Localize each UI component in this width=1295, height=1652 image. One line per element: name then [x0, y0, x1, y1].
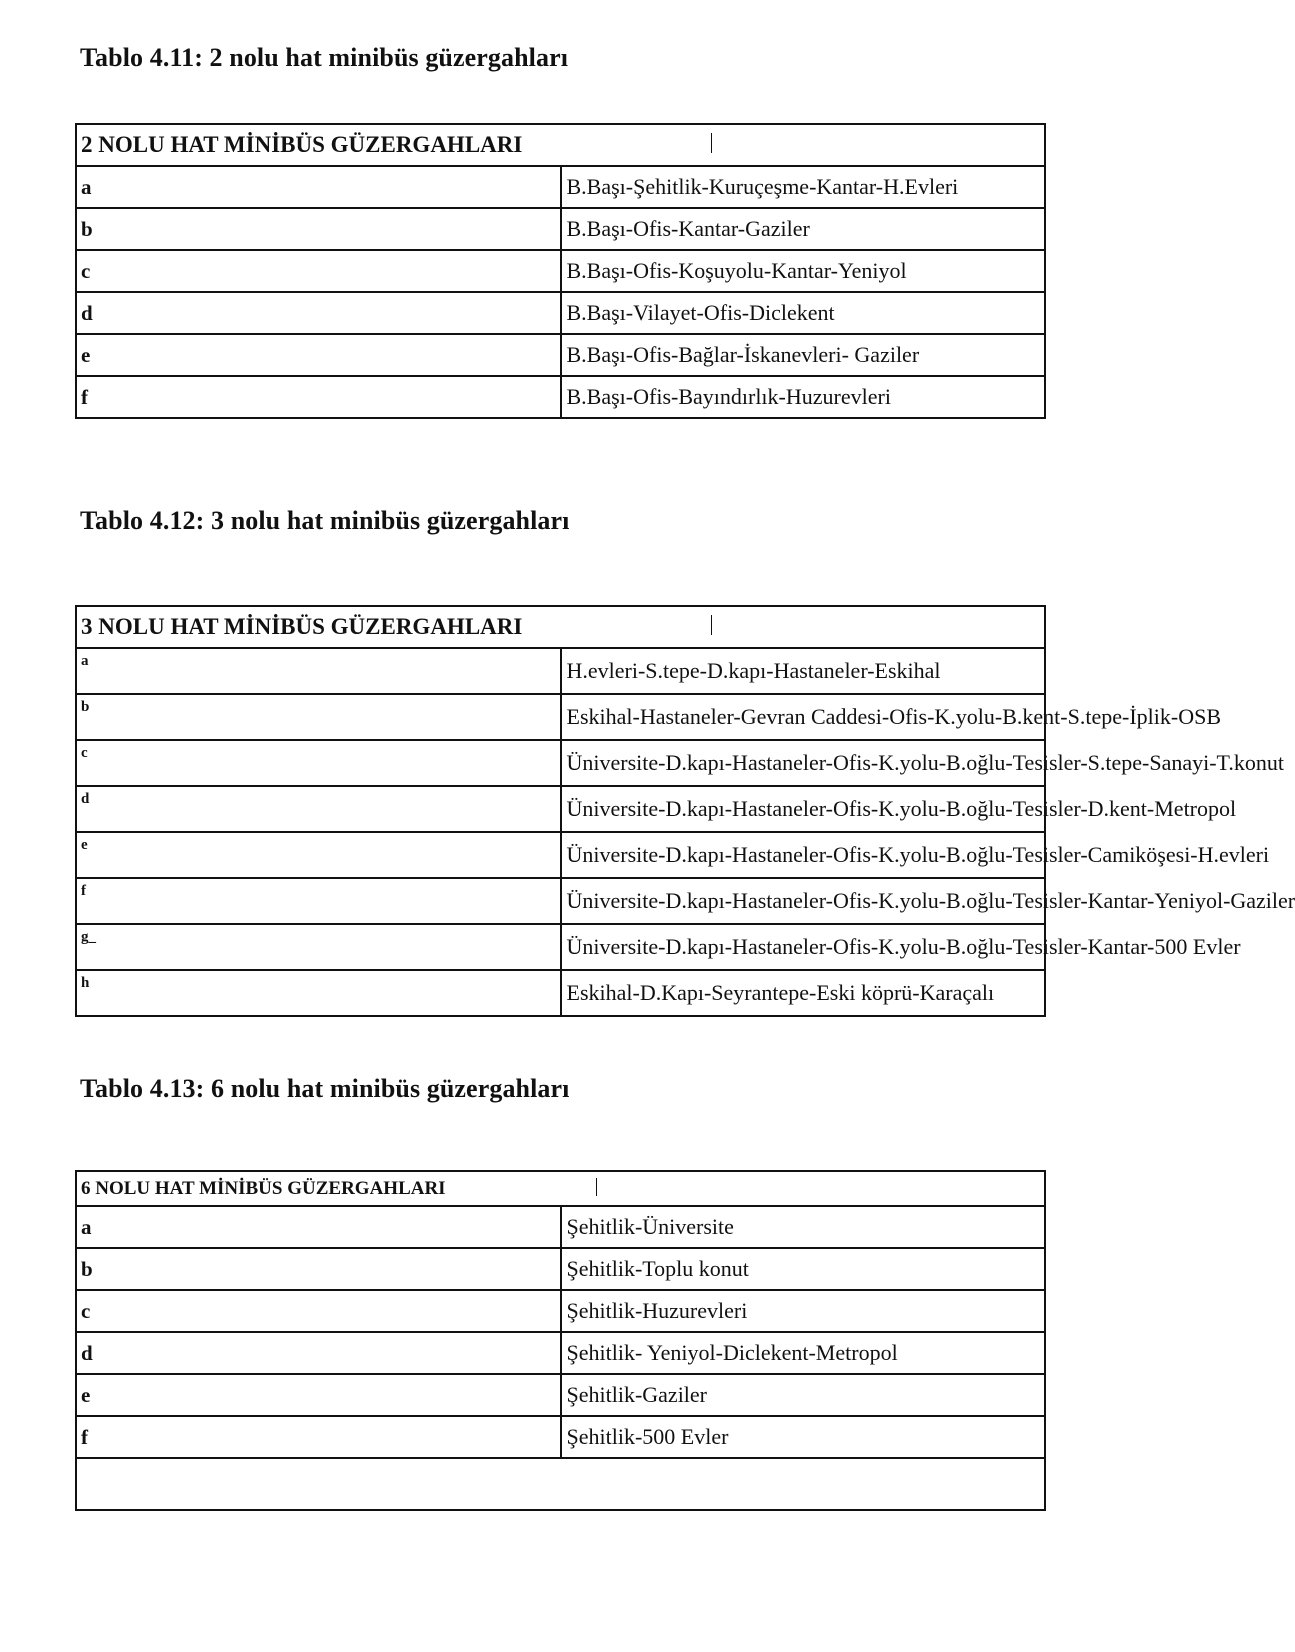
row-letter: b: [76, 208, 561, 250]
route-cell: B.Başı-Şehitlik-Kuruçeşme-Kantar-H.Evleri: [561, 166, 1046, 208]
row-letter: f: [76, 878, 561, 924]
table-empty-row: [76, 1458, 1045, 1510]
route-cell: Şehitlik-500 Evler: [561, 1416, 1046, 1458]
route-cell: Şehitlik-Huzurevleri: [561, 1290, 1046, 1332]
table-header-row: [76, 606, 1045, 648]
route-cell: Şehitlik-Üniversite: [561, 1206, 1046, 1248]
row-letter: g_: [76, 924, 561, 970]
table-row: [76, 1332, 1045, 1374]
row-letter: h: [76, 970, 561, 1016]
table-header-label: 3 NOLU HAT MİNİBÜS GÜZERGAHLARI: [81, 614, 523, 639]
row-letter: e: [76, 1374, 561, 1416]
row-letter: f: [76, 376, 561, 418]
route-cell: Üniversite-D.kapı-Hastaneler-Ofis-K.yolu-B.oğlu-Tesisler-Kantar-Yeniyol-Gaziler: [561, 878, 1046, 924]
caption-table-4-12: Tablo 4.12: 3 nolu hat minibüs güzergahları: [80, 506, 570, 535]
route-cell: Üniversite-D.kapı-Hastaneler-Ofis-K.yolu-B.oğlu-Tesisler-Kantar-500 Evler: [561, 924, 1046, 970]
route-cell: Şehitlik-Toplu konut: [561, 1248, 1046, 1290]
route-cell: B.Başı-Ofis-Bayındırlık-Huzurevleri: [561, 376, 1046, 418]
table-header: [76, 124, 1045, 166]
table-row: [76, 292, 1045, 334]
row-letter: c: [76, 740, 561, 786]
row-letter: c: [76, 1290, 561, 1332]
row-letter: f: [76, 1416, 561, 1458]
table-row: [76, 166, 1045, 208]
row-letter: d: [76, 786, 561, 832]
table-row: [76, 1416, 1045, 1458]
row-letter: a: [76, 648, 561, 694]
table-row: [76, 924, 1045, 970]
row-letter: c: [76, 250, 561, 292]
table-4-11: [75, 123, 1046, 419]
row-letter: d: [76, 292, 561, 334]
table-row: [76, 740, 1045, 786]
table-row: [76, 334, 1045, 376]
route-cell: Eskihal-D.Kapı-Seyrantepe-Eski köprü-Karaçalı: [561, 970, 1046, 1016]
table-header-label: 2 NOLU HAT MİNİBÜS GÜZERGAHLARI: [81, 132, 523, 157]
row-letter: e: [76, 334, 561, 376]
caption-table-4-11: Tablo 4.11: 2 nolu hat minibüs güzergahları: [80, 43, 569, 72]
route-cell: Eskihal-Hastaneler-Gevran Caddesi-Ofis-K.yolu-B.kent-S.tepe-İplik-OSB: [561, 694, 1046, 740]
route-cell: B.Başı-Vilayet-Ofis-Diclekent: [561, 292, 1046, 334]
cursor-mark: [711, 133, 712, 153]
table-row: [76, 832, 1045, 878]
route-cell: Üniversite-D.kapı-Hastaneler-Ofis-K.yolu-B.oğlu-Tesisler-S.tepe-Sanayi-T.konut: [561, 740, 1046, 786]
row-letter: d: [76, 1332, 561, 1374]
table-row: [76, 648, 1045, 694]
table-row: [76, 970, 1045, 1016]
table-row: [76, 878, 1045, 924]
row-letter: b: [76, 1248, 561, 1290]
route-cell: Üniversite-D.kapı-Hastaneler-Ofis-K.yolu-B.oğlu-Tesisler-D.kent-Metropol: [561, 786, 1046, 832]
table-row: [76, 1248, 1045, 1290]
route-cell: B.Başı-Ofis-Kantar-Gaziler: [561, 208, 1046, 250]
route-cell: B.Başı-Ofis-Bağlar-İskanevleri- Gaziler: [561, 334, 1046, 376]
caption-table-4-13: Tablo 4.13: 6 nolu hat minibüs güzergahları: [80, 1074, 570, 1103]
table-header-label: 6 NOLU HAT MİNİBÜS GÜZERGAHLARI: [81, 1177, 446, 1199]
row-letter: e: [76, 832, 561, 878]
route-cell: Şehitlik- Yeniyol-Diclekent-Metropol: [561, 1332, 1046, 1374]
table-header-row: [76, 1171, 1045, 1206]
table-header: [76, 1171, 1045, 1206]
table-row: [76, 208, 1045, 250]
table-row: [76, 694, 1045, 740]
table-header-row: [76, 124, 1045, 166]
empty-cell: [76, 1458, 1045, 1510]
row-letter: b: [76, 694, 561, 740]
table-row: [76, 786, 1045, 832]
cursor-mark: [596, 1178, 597, 1196]
table-row: [76, 376, 1045, 418]
table-row: [76, 1206, 1045, 1248]
table-row: [76, 250, 1045, 292]
route-cell: B.Başı-Ofis-Koşuyolu-Kantar-Yeniyol: [561, 250, 1046, 292]
route-cell: Şehitlik-Gaziler: [561, 1374, 1046, 1416]
route-cell: H.evleri-S.tepe-D.kapı-Hastaneler-Eskihal: [561, 648, 1046, 694]
table-row: [76, 1374, 1045, 1416]
row-letter: a: [76, 1206, 561, 1248]
table-4-12: [75, 605, 1295, 1017]
table-header: [76, 606, 1045, 648]
cursor-mark: [711, 615, 712, 635]
table-4-13: [75, 1170, 1046, 1511]
route-cell: Üniversite-D.kapı-Hastaneler-Ofis-K.yolu-B.oğlu-Tesisler-Camiköşesi-H.evleri: [561, 832, 1046, 878]
table-row: [76, 1290, 1045, 1332]
row-letter: a: [76, 166, 561, 208]
